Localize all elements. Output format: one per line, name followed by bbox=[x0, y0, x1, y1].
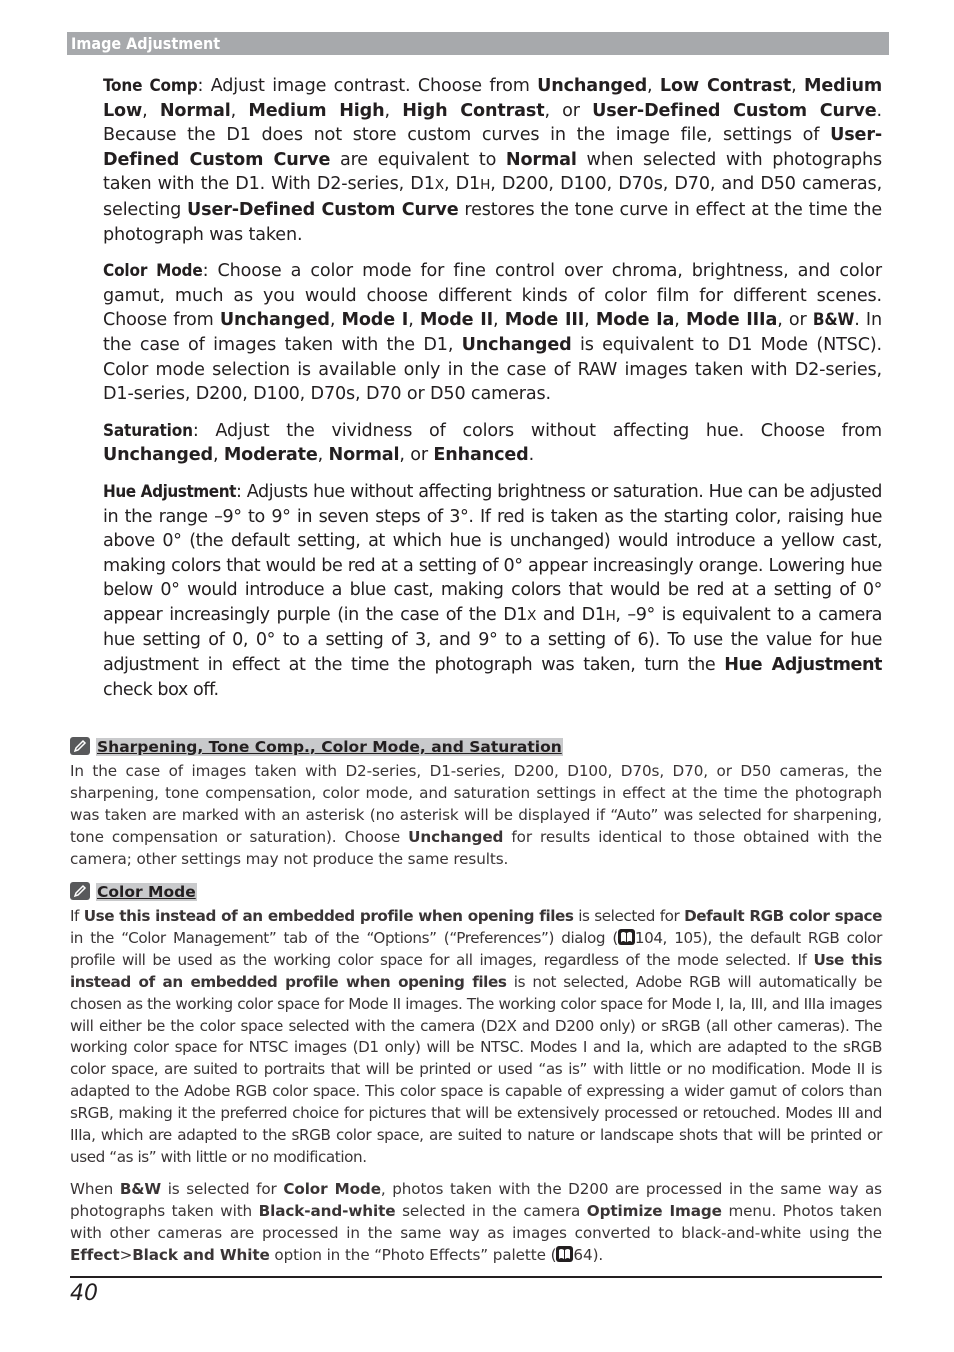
section-header-bar bbox=[67, 32, 889, 55]
section-title: Image Adjustment bbox=[71, 34, 221, 53]
tone-comp-paragraph: Tone Comp: Adjust image contrast. Choose from Unchanged, Low Contrast, Medium Low, Normal, Medium High, High Contrast, or User-Defined Custom Curve. Because the D1 does not store custom curves in the image file, settings of User-Defined Custom Curve are equivalent to Normal when selected with photographs taken with the D1. With D2-series, D1X, D1H, D200, D100, D70s, D70, and D50 cameras, selecting User-Defined Custom Curve restores the tone curve in effect at the time the photograph was taken. bbox=[103, 76, 883, 245]
note-title-sharpening: Sharpening, Tone Comp., Color Mode, and Saturation bbox=[70, 736, 563, 758]
hue-adjustment-paragraph: Hue Adjustment: Adjusts hue without affecting brightness or saturation. Hue can be adjusted in the range –9° to 9° in seven steps of 3°. If red is taken as the starting color, raising hue above 0° (the default setting, at which hue is unchanged) would introduce a yellow cast, making colors that would be red at a setting of 0° appear increasingly orange. Lowering hue below 0° would introduce a blue cast, making colors that would be red at a setting of 0° appear increasingly purple (in the case of the D1X and D1H, –9° is equivalent to a camera hue setting of 0, 0° to a setting of 3, and 9° to a setting of 6). To use the value for hue adjustment in effect at the time the photograph was taken, turn the Hue Adjustment check box off. bbox=[103, 481, 882, 700]
page-number: 40 bbox=[70, 1281, 98, 1306]
footer-rule bbox=[70, 1276, 882, 1278]
book-reference-icon bbox=[556, 1246, 573, 1262]
color-mode-term: Color Mode bbox=[103, 261, 203, 282]
note-paragraph: If Use this instead of an embedded profile when opening files is selected for Default RGB color space in the “Color Management” tab of the “Options” (“Preferences”) dialog ( 104, 105), the default RGB color profile will be used as the working color space for all images, regardless of the mode selected. If Use this instead of an embedded profile when opening files is not selected, Adobe RGB will automatically be chosen as the working color space for Mode II images. The working color space for Mode I, Ia, III, and IIIa images will either be the color space selected with the camera (D2X and D200 only) or sRGB (all other cameras). The working color space for NTSC images (D1 only) will be NTSC. Modes I and Ia, which are adapted to the sRGB color space, are suited to portraits that will be printed or used “as is” with little or no modification. Mode II is adapted to the Adobe RGB color space. This color space is capable of expressing a wider gamut of colors than sRGB, making it the preferred choice for pictures that will be extensively processed or retouched. Modes III and IIIa, which are adapted to the sRGB color space, are suited to nature or landscape shots that will be printed or used “as is” with little or no modification. bbox=[70, 907, 883, 1166]
main-body bbox=[103, 74, 882, 714]
note-paragraph: In the case of images taken with D2-series, D1-series, D200, D100, D70s, D70, or D50 cameras, the sharpening, tone compensation, color mode, and saturation settings in effect at the time the photograph was taken are marked with an asterisk (no asterisk will be displayed if “Auto” was selected for sharpening, tone compensation or saturation). Choose Unchanged for results identical to those obtained with the camera; other settings may not produce the same results. bbox=[70, 762, 882, 868]
tone-comp-term: Tone Comp bbox=[103, 76, 198, 96]
note-title-color-mode: Color Mode bbox=[70, 881, 197, 903]
note-body-sharpening bbox=[70, 761, 882, 881]
color-mode-paragraph: Color Mode: Choose a color mode for fine control over chroma, brightness, and color gamut, much as you would choose different kinds of color film for different scenes. Choose from Unchanged, Mode I, Mode II, Mode III, Mode Ia, Mode IIIa, or B&W. In the case of images taken with the D1, Unchanged is equivalent to D1 Mode (NTSC). Color mode selection is available only in the case of RAW images taken with D2-series, D1-series, D200, D100, D70s, D70 or D50 cameras. bbox=[103, 261, 882, 405]
book-reference-icon bbox=[618, 929, 635, 945]
pencil-note-icon bbox=[70, 737, 90, 755]
saturation-term: Saturation bbox=[103, 420, 193, 441]
saturation-paragraph: Saturation: Adjust the vividness of colors without affecting hue. Choose from Unchanged, Moderate, Normal, or Enhanced. bbox=[103, 420, 882, 466]
pencil-note-icon bbox=[70, 882, 90, 900]
hue-adjustment-term: Hue Adjustment bbox=[103, 481, 237, 502]
note-body-color-mode bbox=[70, 906, 882, 1277]
note-paragraph: When B&W is selected for Color Mode, photos taken with the D200 are processed in the same way as photographs taken with Black-and-white selected in the camera Optimize Image menu. Photos taken with other cameras are processed in the same way as images converted to black-and-white using the Effect>Black and White option in the “Photo Effects” palette ( 64). bbox=[70, 1179, 882, 1264]
